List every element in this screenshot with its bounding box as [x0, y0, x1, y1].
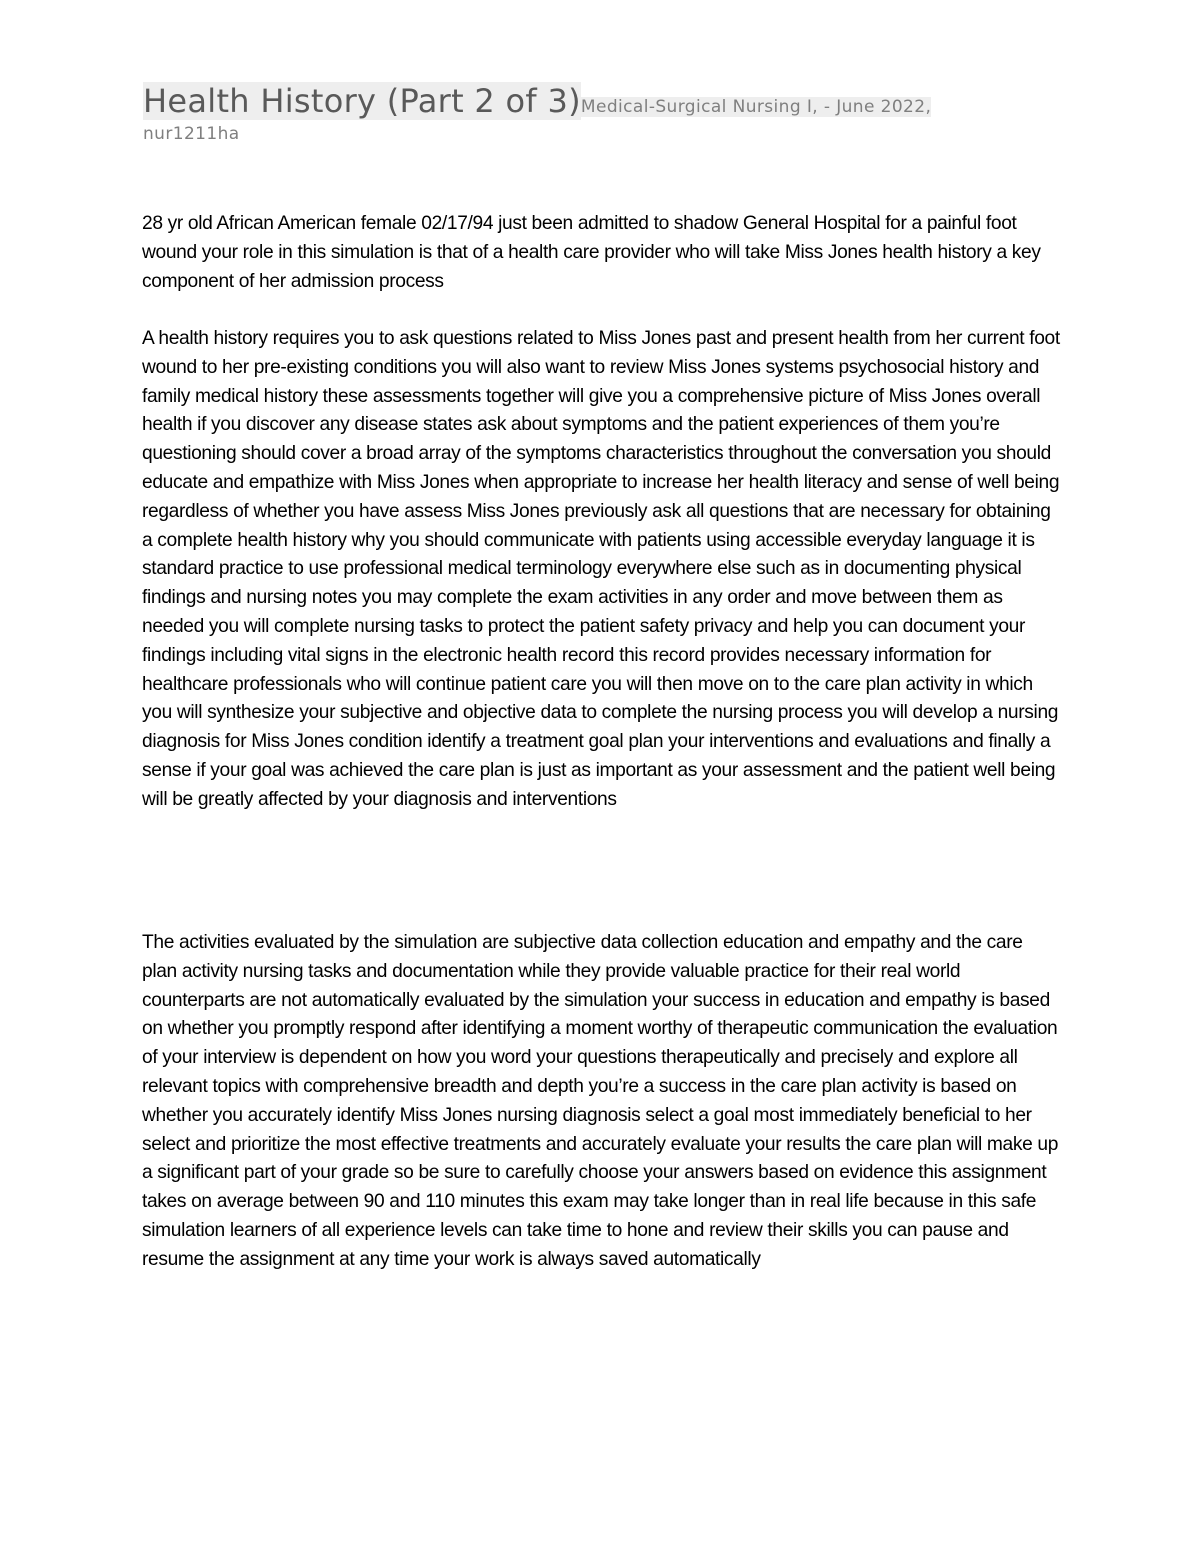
document-title: Health History (Part 2 of 3) — [143, 82, 581, 120]
document-course-code: nur1211ha — [143, 124, 240, 144]
paragraph-health-history: A health history requires you to ask questions related to Miss Jones past and present health from her current foot wound to her pre-existing conditions you will also want to review Miss Jones systems psychosocial history and family medical history these assessments together will give you a comprehensive picture of Miss Jones overall health if you discover any disease states ask about symptoms and the patient experiences of them you’re questioning should cover a broad array of the symptoms characteristics throughout the conversation you should educate and empathize with Miss Jones when appropriate to increase her health literacy and sense of well being regardless of whether you have assess Miss Jones previously ask all questions that are necessary for obtaining a complete health history why you should communicate with patients using accessible everyday language it is standard practice to use professional medical terminology everywhere else such as in documenting physical findings and nursing notes you may complete the exam activities in any order and move between them as needed you will complete nursing tasks to protect the patient safety privacy and help you can document your findings including vital signs in the electronic health record this record provides necessary information for healthcare professionals who will continue patient care you will then move on to the care plan activity in which you will synthesize your subjective and objective data to complete the nursing process you will develop a nursing diagnosis for Miss Jones condition identify a treatment goal plan your interventions and evaluations and finally a sense if your goal was achieved the care plan is just as important as your assessment and the patient well being will be greatly affected by your diagnosis and interventions — [142, 328, 1060, 810]
document-subtitle: Medical-Surgical Nursing I, - June 2022, — [580, 97, 932, 117]
title-block — [143, 84, 1023, 145]
paragraph-activities-evaluated: The activities evaluated by the simulation are subjective data collection education and empathy and the care plan activity nursing tasks and documentation while they provide valuable practice for their real world counterparts are not automatically evaluated by the simulation your success in education and empathy is based on whether you promptly respond after identifying a moment worthy of therapeutic communication the evaluation of your interview is dependent on how you word your questions therapeutically and precisely and explore all relevant topics with comprehensive breadth and depth you’re a success in the care plan activity is based on whether you accurately identify Miss Jones nursing diagnosis select a goal most immediately beneficial to her select and prioritize the most effective treatments and accurately evaluate your results the care plan will make up a significant part of your grade so be sure to carefully choose your answers based on evidence this assignment takes on average between 90 and 110 minutes this exam may take longer than in real life because in this safe simulation learners of all experience levels can take time to hone and review their skills you can pause and resume the assignment at any time your work is always saved automatically — [142, 932, 1059, 1270]
paragraph-intro: 28 yr old African American female 02/17/94 just been admitted to shadow General Hospital for a painful foot wound your role in this simulation is that of a health care provider who will take Miss Jones health history a key component of her admission process — [142, 213, 1041, 292]
